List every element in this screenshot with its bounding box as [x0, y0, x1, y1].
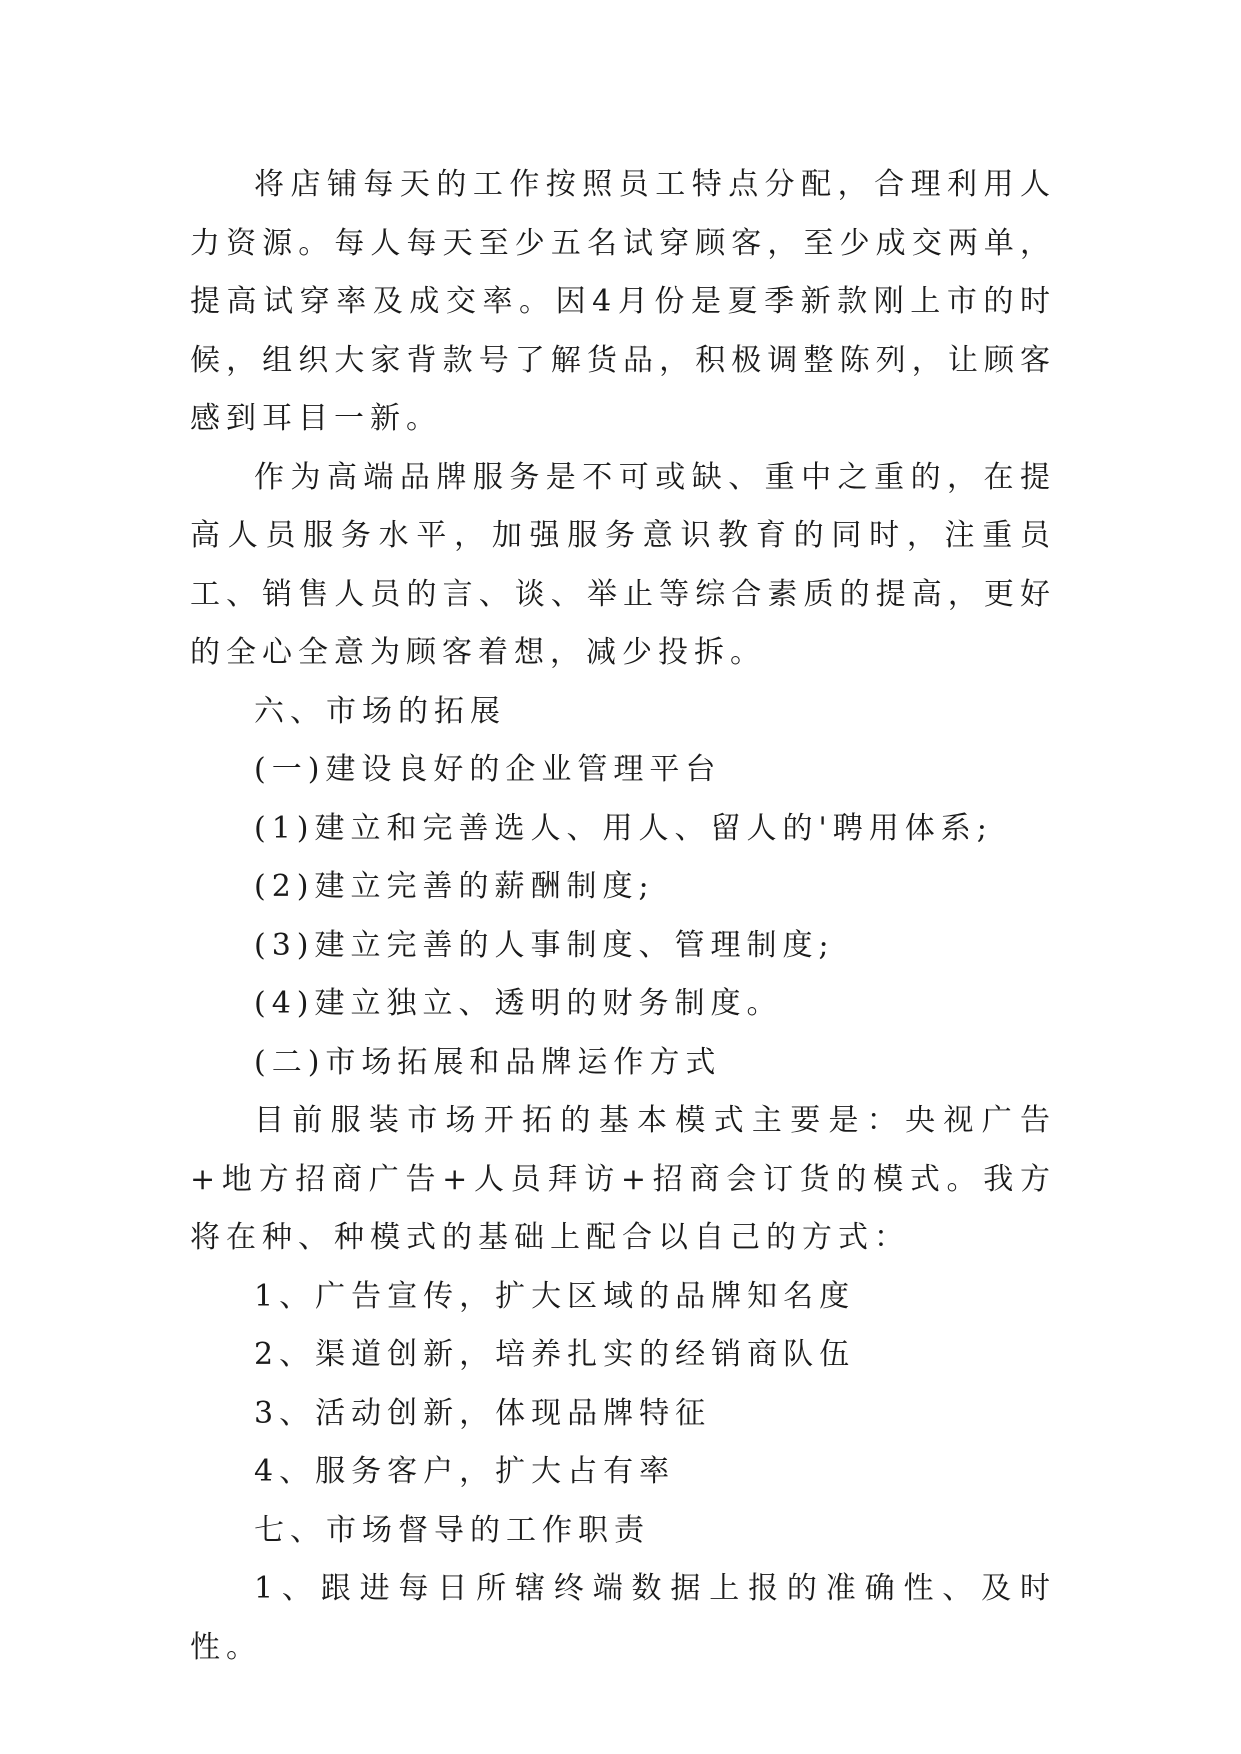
list-item-advertising: 1、广告宣传，扩大区域的品牌知名度	[254, 1278, 856, 1314]
heading-supervisor-duties: 七、市场督导的工作职责	[254, 1512, 650, 1548]
list-item-hiring-system: (1)建立和完善选人、用人、留人的'聘用体系;	[254, 810, 993, 846]
subheading-brand-operation: (二)市场拓展和品牌运作方式	[254, 1044, 722, 1080]
list-item-finance-system: (4)建立独立、透明的财务制度。	[254, 986, 783, 1021]
list-item-personnel-system: (3)建立完善的人事制度、管理制度;	[254, 927, 835, 963]
heading-market-expansion: 六、市场的拓展	[254, 693, 506, 729]
document-body	[190, 156, 1056, 1677]
list-item-channel-innovation: 2、渠道创新，培养扎实的经销商队伍	[254, 1337, 856, 1372]
list-item-customer-service: 4、服务客户，扩大占有率	[254, 1454, 676, 1489]
paragraph-market-model: 目前服装市场开拓的基本模式主要是：央视广告+地方招商广告+人员拜访+招商会订货的模式。我方将在种、种模式的基础上配合以自己的方式：	[190, 1103, 1056, 1255]
list-item-data-reporting: 1、跟进每日所辖终端数据上报的准确性、及时性。	[190, 1571, 1056, 1665]
list-item-salary-system: (2)建立完善的薪酬制度;	[254, 869, 655, 904]
list-item-activity-innovation: 3、活动创新，体现品牌特征	[254, 1395, 712, 1431]
paragraph-service-quality: 作为高端品牌服务是不可或缺、重中之重的，在提高人员服务水平，加强服务意识教育的同时，注重员工、销售人员的言、谈、举止等综合素质的提高，更好的全心全意为顾客着想，减少投拆。	[190, 459, 1056, 670]
subheading-management-platform: (一)建设良好的企业管理平台	[254, 752, 722, 787]
paragraph-store-task-allocation: 将店铺每天的工作按照员工特点分配，合理利用人力资源。每人每天至少五名试穿顾客，至少成交两单，提高试穿率及成交率。因4月份是夏季新款刚上市的时候，组织大家背款号了解货品，积极调整陈列，让顾客感到耳目一新。	[190, 167, 1056, 436]
